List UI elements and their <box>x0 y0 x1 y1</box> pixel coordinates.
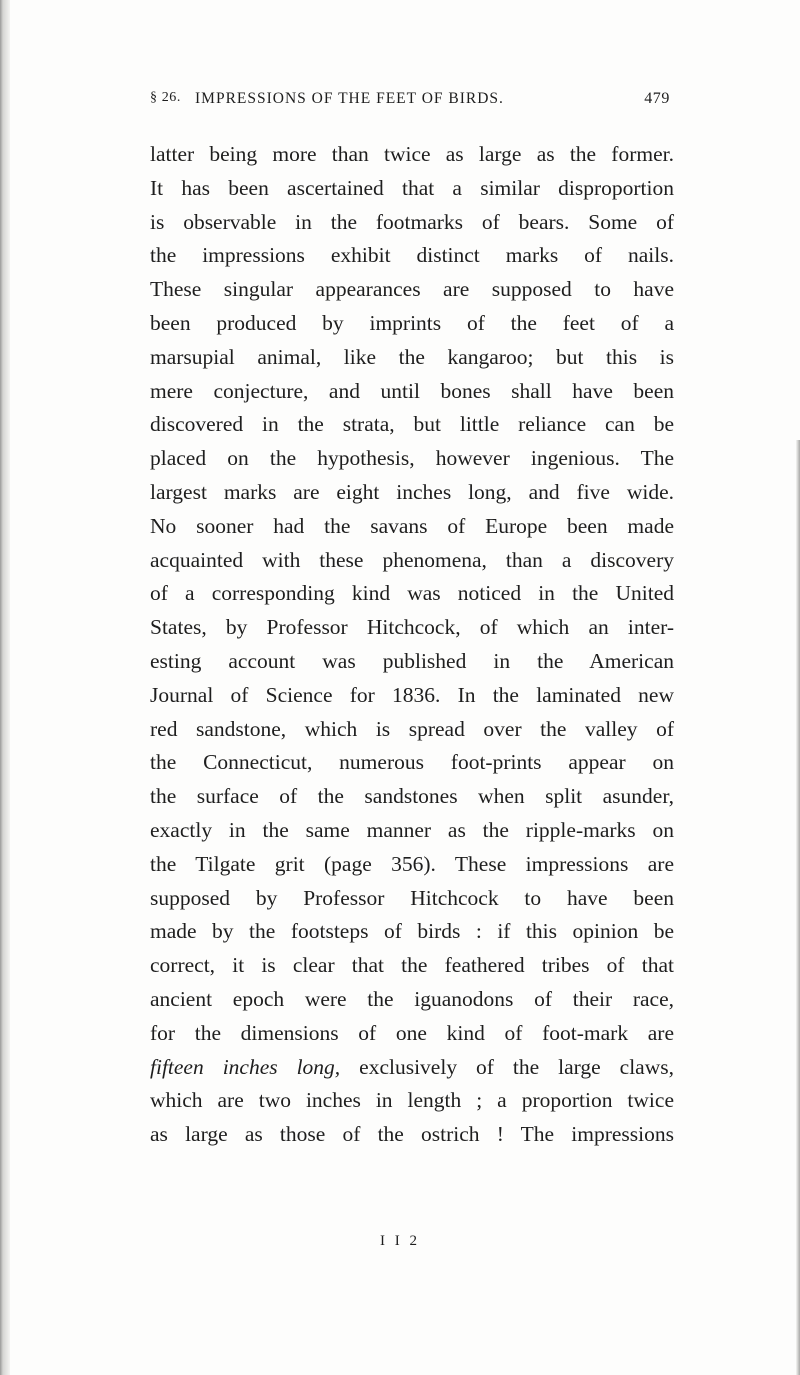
text-line: No sooner had the savans of Europe been made <box>150 513 674 538</box>
text-line: been produced by imprints of the feet of a <box>150 310 674 335</box>
text-line: the impressions exhibit distinct marks of nails. <box>150 243 674 268</box>
text-line: as large as those of the ostrich ! The impressions <box>150 1122 674 1147</box>
text-line: made by the footsteps of birds : if this opinion be <box>150 919 674 944</box>
text-line: for the dimensions of one kind of foot-mark are <box>150 1020 674 1045</box>
text-line: placed on the hypothesis, however ingenious. The <box>150 446 674 471</box>
text-line: ancient epoch were the iguanodons of their race, <box>150 986 674 1011</box>
text-line: red sandstone, which is spread over the valley of <box>150 716 674 741</box>
body-text <box>150 138 674 1152</box>
text-line: is observable in the footmarks of bears. Some of <box>150 209 674 234</box>
text-line: supposed by Professor Hitchcock to have been <box>150 885 674 910</box>
text-line: of a corresponding kind was noticed in the United <box>150 581 674 606</box>
text-line: correct, it is clear that the feathered tribes of that <box>150 953 674 978</box>
italic-line-rest: exclusively of the large claws, <box>340 1054 674 1079</box>
text-line: exactly in the same manner as the ripple-marks on <box>150 817 674 842</box>
text-line: acquainted with these phenomena, than a discovery <box>150 547 674 572</box>
text-line: States, by Professor Hitchcock, of which an inter- <box>150 615 674 640</box>
signature-mark: I I 2 <box>380 1233 420 1249</box>
page-binding-edge <box>0 0 10 1375</box>
page-number: 479 <box>644 90 670 107</box>
section-number: § 26. <box>150 90 181 105</box>
text-line: the Tilgate grit (page 356). These impressions are <box>150 851 674 876</box>
text-line: which are two inches in length ; a proportion twice <box>150 1088 674 1113</box>
text-line: latter being more than twice as large as the former. <box>150 142 674 166</box>
text-line: These singular appearances are supposed to have <box>150 277 674 302</box>
italic-phrase: fifteen inches long, <box>150 1054 341 1079</box>
text-line: Journal of Science for 1836. In the laminated new <box>150 682 674 707</box>
text-line: mere conjecture, and until bones shall have been <box>150 378 674 403</box>
text-line-italic <box>150 1051 674 1085</box>
text-line: discovered in the strata, but little reliance can be <box>150 412 674 437</box>
text-line: largest marks are eight inches long, and five wide. <box>150 479 674 504</box>
text-line: It has been ascertained that a similar disproportion <box>150 175 674 200</box>
running-head <box>150 90 670 120</box>
running-head-title: IMPRESSIONS OF THE FEET OF BIRDS. <box>195 90 504 107</box>
text-line: the surface of the sandstones when split asunder, <box>150 784 674 809</box>
text-line: the Connecticut, numerous foot-prints appear on <box>150 750 674 775</box>
text-line: marsupial animal, like the kangaroo; but this is <box>150 344 674 369</box>
text-line: esting account was published in the American <box>150 648 674 673</box>
